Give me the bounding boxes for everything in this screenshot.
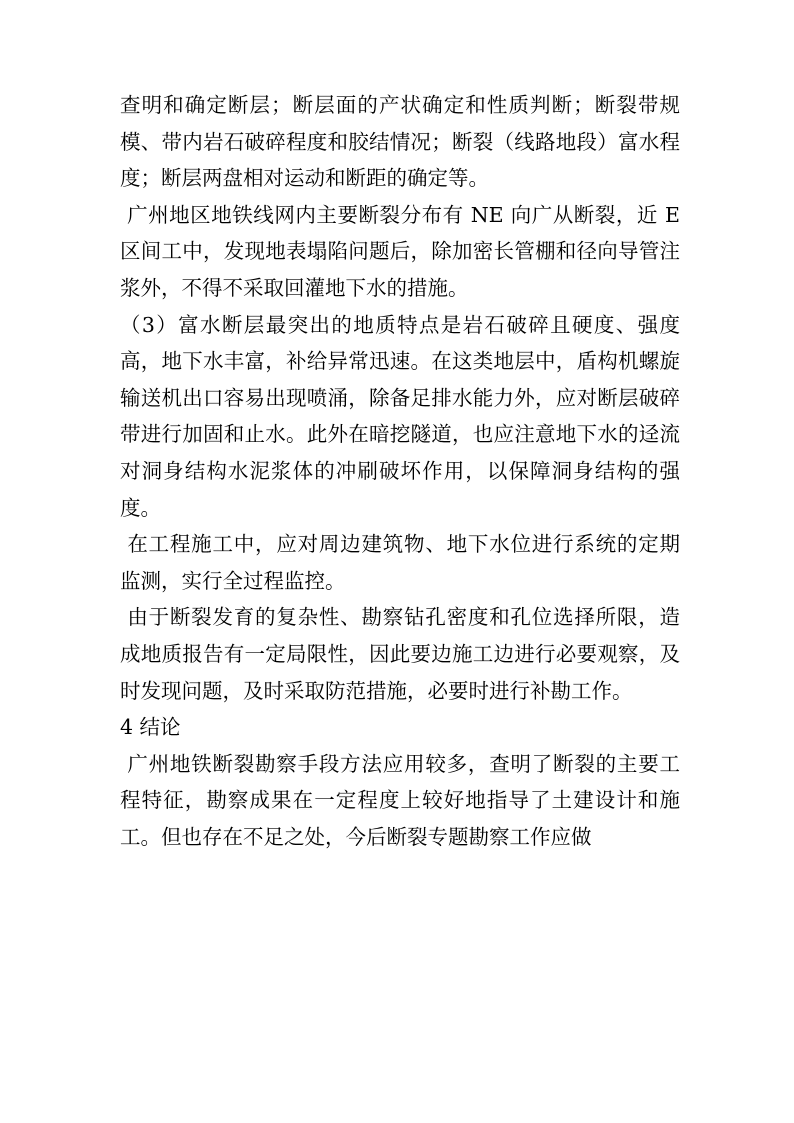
paragraph-water-rich-faults: （3）富水断层最突出的地质特点是岩石破碎且硬度、强度高，地下水丰富，补给异常迅速。在这类地层中，盾构机螺旋输送机出口容易出现喷涌，除备足排水能力外，应对断层破碎带进行加固和止水。此外在暗挖隧道，也应注意地下水的迳流对洞身结构水泥浆体的冲刷破坏作用，以保障洞身结构的强度。 <box>120 312 680 520</box>
paragraph-monitoring: 在工程施工中，应对周边建筑物、地下水位进行系统的定期监测，实行全过程监控。 <box>120 532 680 593</box>
paragraph-guangzhou-faults: 广州地区地铁线网内主要断裂分布有 NE 向广从断裂，近 E 区间工中，发现地表塌陷问题后，除加密长管棚和径向导管注浆外，不得不采取回灌地下水的措施。 <box>120 202 687 300</box>
paragraph-conclusion: 广州地铁断裂勘察手段方法应用较多，查明了断裂的主要工程特征，勘察成果在一定程度上较好地指导了土建设计和施工。但也存在不足之处，今后断裂专题勘察工作应做 <box>120 751 680 849</box>
document-body <box>120 87 687 855</box>
paragraph-fault-investigation: 查明和确定断层；断层面的产状确定和性质判断；断裂带规模、带内岩石破碎程度和胶结情况；断裂（线路地段）富水程度；断层两盘相对运动和断距的确定等。 <box>120 93 680 191</box>
section-heading-conclusion: 4 结论 <box>120 715 181 740</box>
paragraph-observation: 由于断裂发育的复杂性、勘察钻孔密度和孔位选择所限，造成地质报告有一定局限性，因此要边施工边进行必要观察，及时发现问题，及时采取防范措施，必要时进行补勘工作。 <box>120 605 680 703</box>
